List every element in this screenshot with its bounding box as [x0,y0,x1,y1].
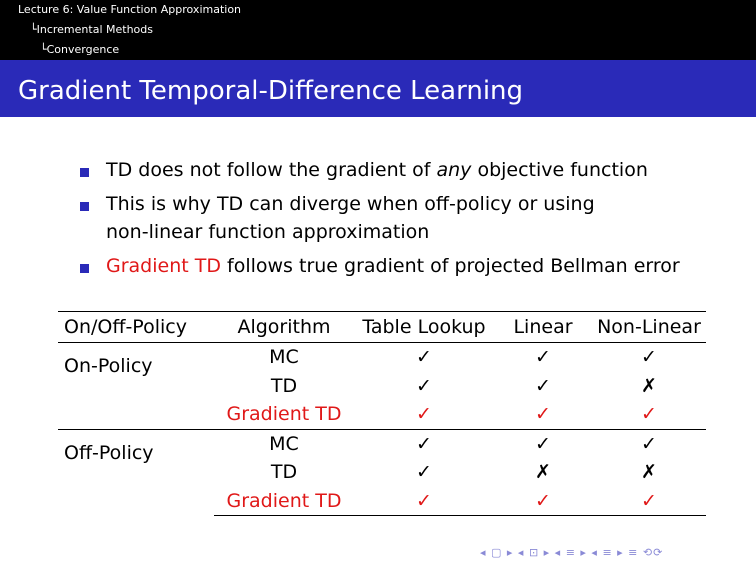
value-cell: ✓ [494,429,592,458]
convergence-table [58,311,706,516]
table-header-row [58,312,706,343]
value-cell: ✓ [592,429,706,458]
bullet-list [80,156,730,286]
value-cell: ✓ [592,487,706,516]
policy-cell: Off-Policy [58,429,214,516]
bullet-emphasis: any [436,159,472,181]
value-cell: ✓ [416,346,432,369]
value-cell: ✓ [354,487,494,516]
value-cell: ✗ [641,461,657,484]
header-subsection-text: └Convergence [40,43,120,56]
bullet-item [80,190,606,246]
value-cell: ✓ [354,429,494,458]
slide-title: Gradient Temporal-Difference Learning [18,76,524,106]
bullet-highlight: Gradient TD [106,255,221,277]
value-cell: ✓ [641,403,657,426]
value-cell: ✓ [416,461,432,484]
bullet-square-icon [80,168,89,177]
bullet-text: objective function [471,159,648,181]
algorithm-cell: TD [270,374,298,397]
header-subsection [0,40,756,60]
value-cell: ✓ [416,374,432,397]
bullet-square-icon [80,202,89,211]
header-section-text: └Incremental Methods [30,23,153,36]
bullet-text: TD does not follow the gradient of [106,159,437,181]
value-cell: ✗ [535,461,551,484]
column-header: On/Off-Policy [58,312,214,343]
column-header: Table Lookup [354,312,494,343]
column-header: Algorithm [214,312,354,343]
policy-cell: On-Policy [64,355,153,377]
value-cell: ✓ [416,403,432,426]
algorithm-cell: MC [269,346,299,369]
algorithm-cell: Gradient TD [214,487,354,516]
algorithm-cell: TD [270,461,298,484]
algorithm-cell: Gradient TD [226,403,342,426]
value-cell: ✗ [641,374,657,397]
slide-title-bar [0,60,756,117]
bullet-square-icon [80,264,89,273]
column-header: Linear [494,312,592,343]
header-section [0,20,756,40]
bullet-item [80,156,730,184]
column-header: Non-Linear [592,312,706,343]
value-cell: ✓ [494,487,592,516]
beamer-navigation-controls[interactable]: ◂ ▢ ▸ ◂ ⊡ ▸ ◂ ≡ ▸ ◂ ≡ ▸ ≡ ⟲⟳ [480,546,664,559]
header-lecture [0,0,756,20]
value-cell: ✓ [535,403,551,426]
algorithm-cell: MC [214,429,354,458]
bullet-item [80,252,730,280]
header-lecture-text: Lecture 6: Value Function Approximation [18,3,242,16]
bullet-text: This is why TD can diverge when off-policy or using non-linear function approximation [106,193,595,243]
table-row [58,343,706,372]
table-row [58,429,706,458]
value-cell: ✓ [641,346,657,369]
bullet-text: follows true gradient of projected Bellman error [220,255,680,277]
value-cell: ✓ [535,346,551,369]
value-cell: ✓ [535,374,551,397]
